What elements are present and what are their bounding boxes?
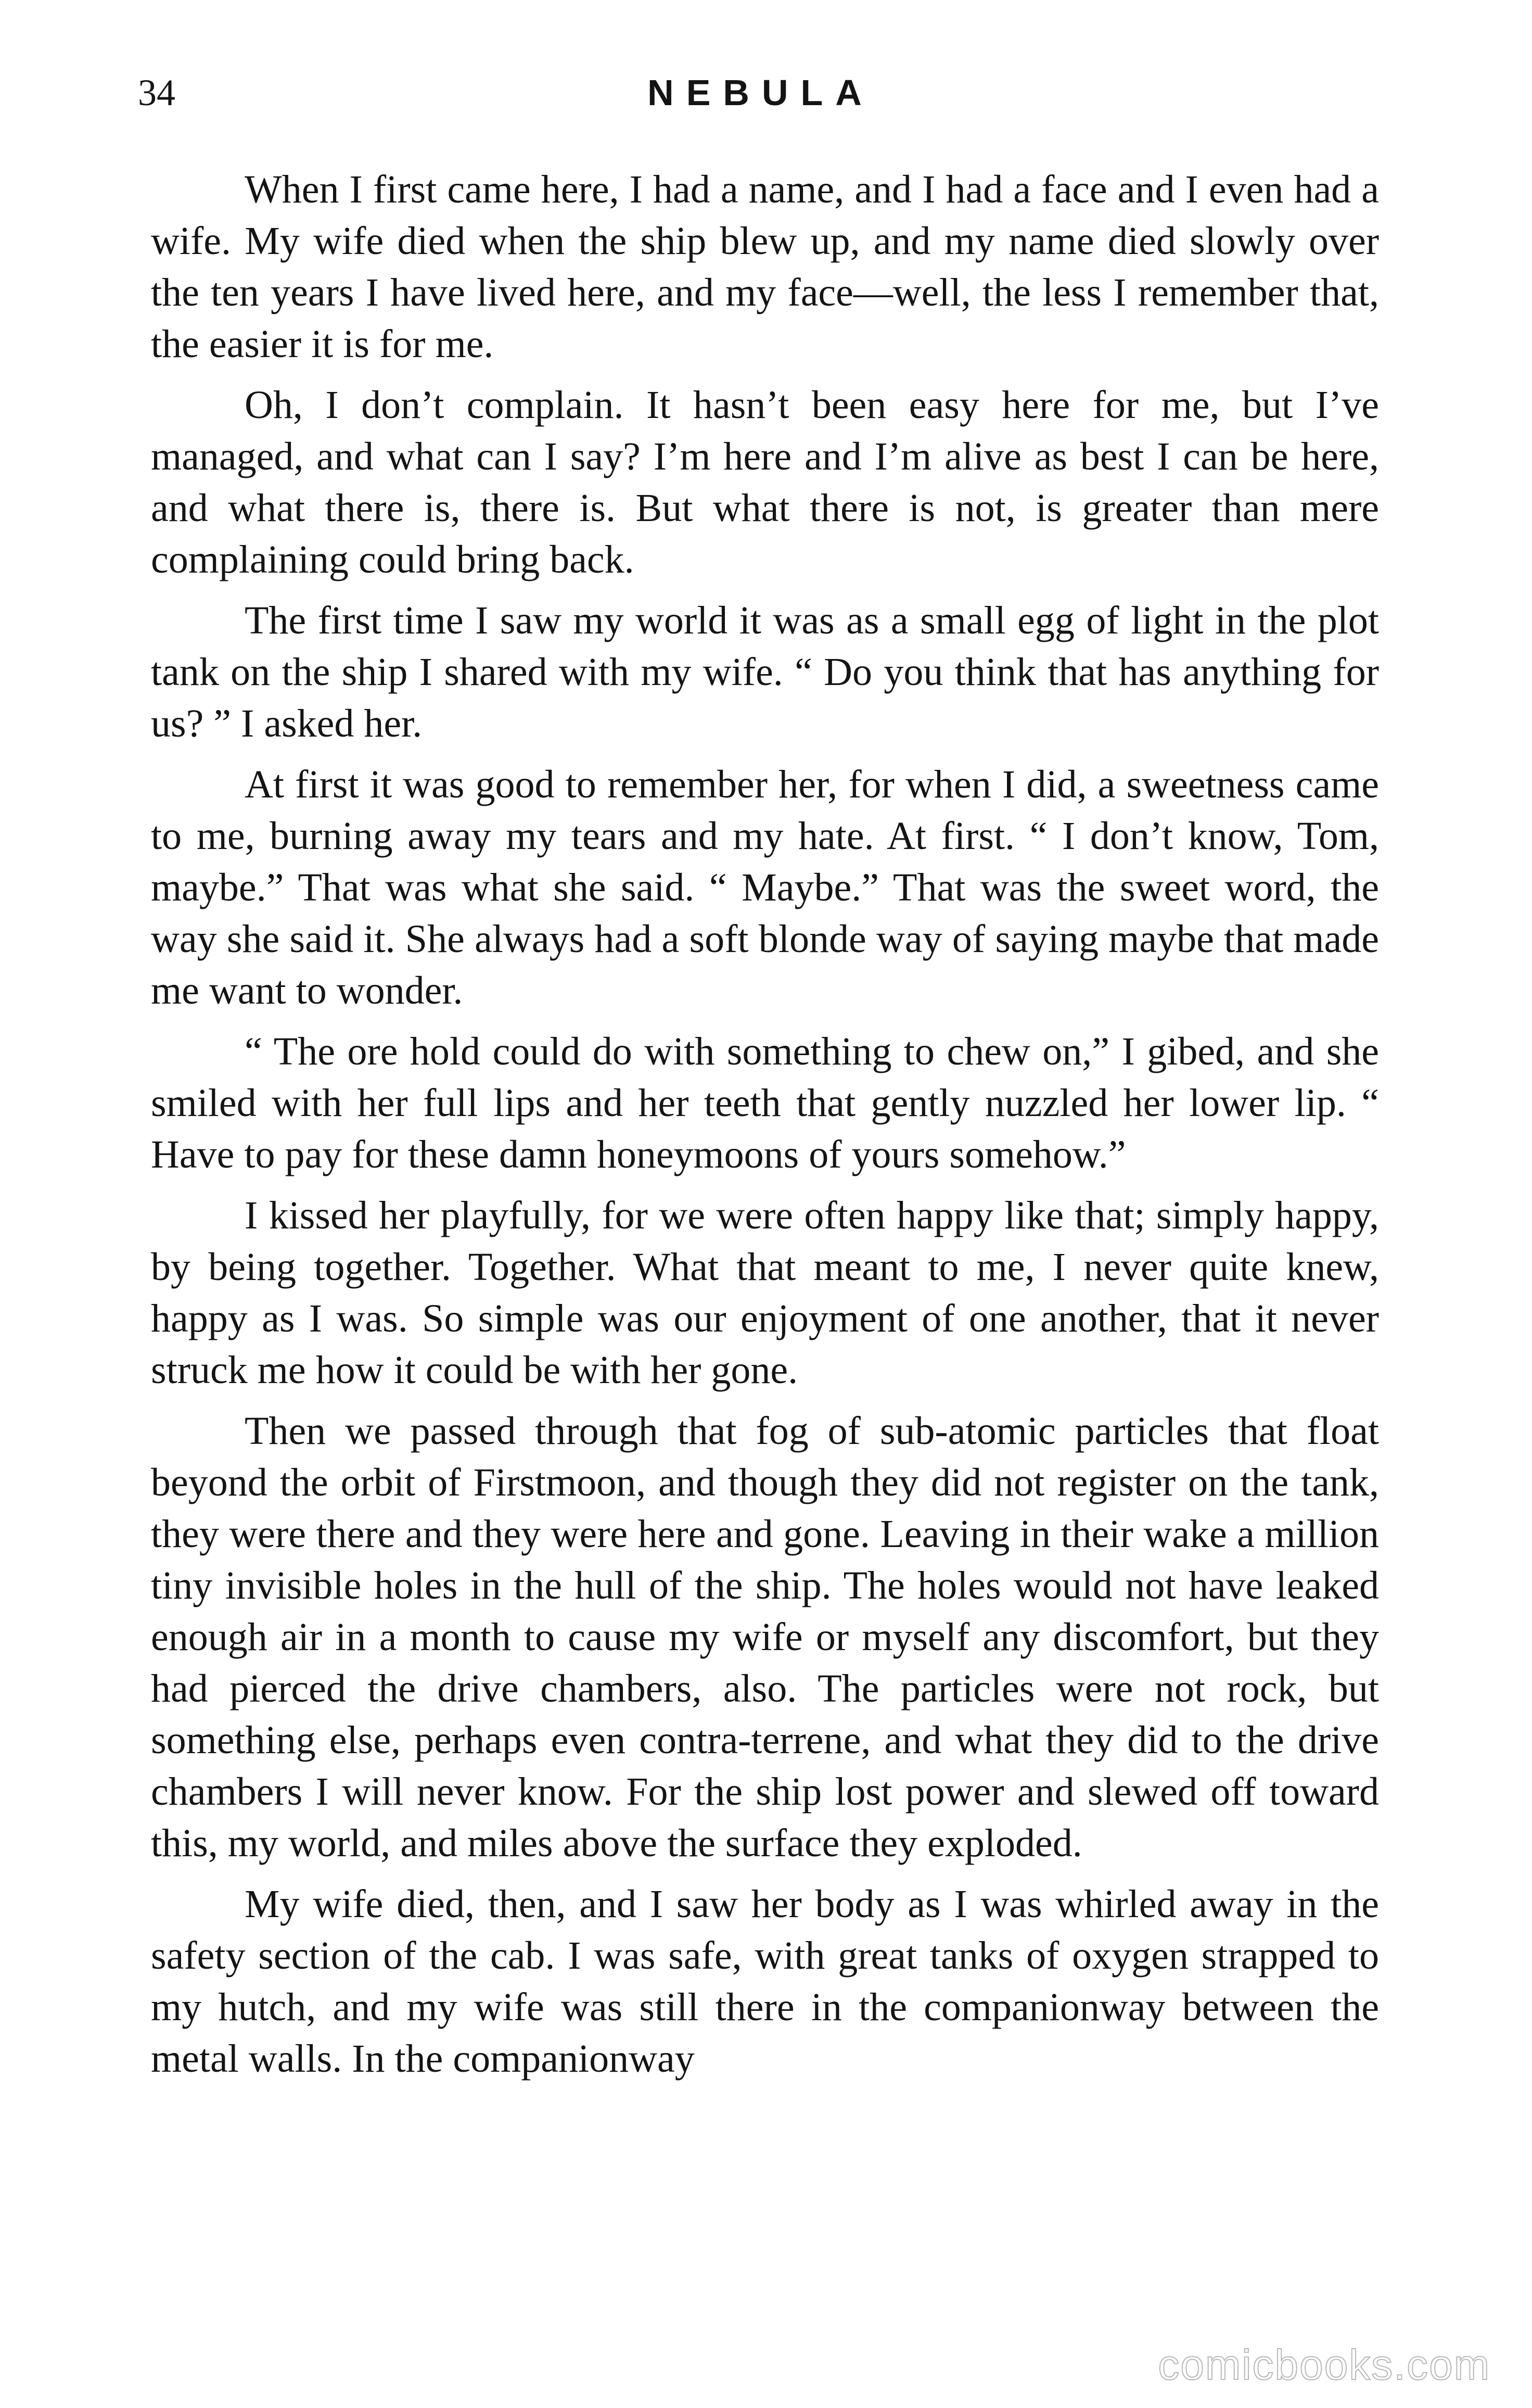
paragraph: My wife died, then, and I saw her body as I was whirled away in the safety section of the cab. I was safe, with great tanks of oxygen strapped to my hutch, and my wife was still there in the companionway between the metal walls. In the companionway	[151, 1882, 1379, 2081]
running-head	[138, 67, 1371, 119]
paragraph: I kissed her playfully, for we were often happy like that; simply happy, by being together. Together. What that meant to me, I never quite knew, happy as I was. So simple was our enjoyment of one another, that it never struck me how it could be with her gone.	[151, 1194, 1379, 1392]
watermark: comicbooks.com	[1158, 2341, 1490, 2389]
paragraph: “ The ore hold could do with something to chew on,” I gibed, and she smiled with her full lips and her teeth that gently nuzzled her lower lip. “ Have to pay for these damn honeymoons of yours somehow.”	[151, 1030, 1379, 1176]
paragraph: The first time I saw my world it was as a small egg of light in the plot tank on the ship I shared with my wife. “ Do you think that has anything for us? ” I asked her.	[151, 599, 1379, 745]
paragraph: At first it was good to remember her, for when I did, a sweetness came to me, burning away my tears and my hate. At first. “ I don’t know, Tom, maybe.” That was what she said. “ Maybe.” That was the sweet word, the way she said it. She always had a soft blonde way of saying maybe that made me want to wonder.	[151, 763, 1379, 1012]
journal-title: NEBULA	[647, 72, 874, 113]
story-body	[151, 164, 1379, 2094]
paragraph: When I first came here, I had a name, and I had a face and I even had a wife. My wife died when the ship blew up, and my name died slowly over the ten years I have lived here, and my face—well, the less I remember that, the easier it is for me.	[151, 168, 1379, 366]
paragraph: Then we passed through that fog of sub-atomic particles that float beyond the orbit of Firstmoon, and though they did not register on the tank, they were there and they were here and gone. Leaving in their wake a million tiny invisible holes in the hull of the ship. The holes would not have leaked enough air in a month to cause my wife or myself any discomfort, but they had pierced the drive chambers, also. The particles were not rock, but something else, perhaps even contra-terrene, and what they did to the drive chambers I will never know. For the ship lost power and slewed off toward this, my world, and miles above the surface they exploded.	[151, 1409, 1379, 1865]
paragraph: Oh, I don’t complain. It hasn’t been easy here for me, but I’ve managed, and what can I say? I’m here and I’m alive as best I can be here, and what there is, there is. But what there is not, is greater than mere complaining could bring back.	[151, 383, 1379, 581]
page-number: 34	[138, 72, 175, 113]
